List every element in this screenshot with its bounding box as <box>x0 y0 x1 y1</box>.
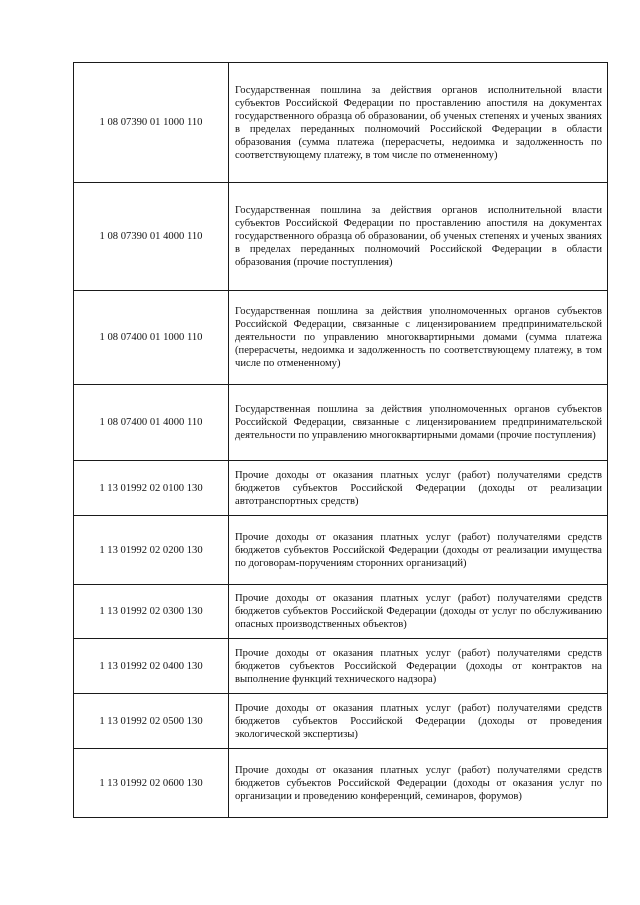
description-text: Государственная пошлина за действия органов исполнительной власти субъектов Российской Федерации по проставлению апостиля на документах государственного образца об образовании, об ученых степенях и ученых званиях в пределах переданных полномочий Российской Федерации в области образования (сумма платежа (перерасчеты, недоимка и задолженность по соответствующему платежу, в том числе по отмененному) <box>235 84 602 161</box>
description-text: Государственная пошлина за действия уполномоченных органов субъектов Российской Федерации, связанные с лицензированием предпринимательской деятельности по управлению многоквартирными домами (сумма платежа (перерасчеты, недоимка и задолженность по соответствующему платежу, в том числе по отмененному) <box>235 306 602 369</box>
description-cell <box>229 461 608 516</box>
description-text: Прочие доходы от оказания платных услуг (работ) получателями средств бюджетов субъектов Российской Федерации (доходы от оказания услуг по организации и проведению конференций, семинаров, форумов) <box>235 764 602 802</box>
table-row <box>74 694 608 749</box>
description-text: Прочие доходы от оказания платных услуг (работ) получателями средств бюджетов субъектов Российской Федерации (доходы от проведения экологической экспертизы) <box>235 702 602 740</box>
description-cell <box>229 639 608 694</box>
table-row <box>74 639 608 694</box>
table-row <box>74 461 608 516</box>
code-cell: 1 08 07400 01 4000 110 <box>74 385 229 461</box>
description-cell <box>229 385 608 461</box>
code-cell: 1 08 07400 01 1000 110 <box>74 291 229 385</box>
table-row <box>74 385 608 461</box>
description-cell <box>229 516 608 585</box>
table-row <box>74 183 608 291</box>
code-cell: 1 13 01992 02 0400 130 <box>74 639 229 694</box>
table-row <box>74 291 608 385</box>
code-cell: 1 13 01992 02 0300 130 <box>74 585 229 639</box>
description-text: Прочие доходы от оказания платных услуг (работ) получателями средств бюджетов субъектов Российской Федерации (доходы от контрактов на выполнение функций технического надзора) <box>235 647 602 685</box>
table-row <box>74 585 608 639</box>
code-cell: 1 08 07390 01 4000 110 <box>74 183 229 291</box>
description-text: Прочие доходы от оказания платных услуг (работ) получателями средств бюджетов субъектов Российской Федерации (доходы от услуг по обслуживанию опасных производственных объектов) <box>235 593 602 630</box>
description-cell <box>229 291 608 385</box>
budget-code-table <box>73 62 608 818</box>
table-row <box>74 749 608 818</box>
description-text: Государственная пошлина за действия органов исполнительной власти субъектов Российской Федерации по проставлению апостиля на документах государственного образца об образовании, об ученых степенях и ученых званиях в пределах переданных полномочий Российской Федерации в области образования (прочие поступления) <box>235 205 602 268</box>
code-cell: 1 13 01992 02 0100 130 <box>74 461 229 516</box>
description-cell <box>229 183 608 291</box>
description-cell <box>229 694 608 749</box>
description-text: Прочие доходы от оказания платных услуг (работ) получателями средств бюджетов субъектов Российской Федерации (доходы от реализации автотранспортных средств) <box>235 469 602 507</box>
code-cell: 1 08 07390 01 1000 110 <box>74 63 229 183</box>
description-text: Государственная пошлина за действия уполномоченных органов субъектов Российской Федерации, связанные с лицензированием предпринимательской деятельности по управлению многоквартирными домами (прочие поступления) <box>235 404 602 441</box>
table-row <box>74 516 608 585</box>
description-cell <box>229 749 608 818</box>
table-row <box>74 63 608 183</box>
code-cell: 1 13 01992 02 0200 130 <box>74 516 229 585</box>
description-text: Прочие доходы от оказания платных услуг (работ) получателями средств бюджетов субъектов Российской Федерации (доходы от реализации имущества по договорам-поручениям сторонних организаций) <box>235 531 602 569</box>
description-cell <box>229 63 608 183</box>
description-cell <box>229 585 608 639</box>
code-cell: 1 13 01992 02 0500 130 <box>74 694 229 749</box>
code-cell: 1 13 01992 02 0600 130 <box>74 749 229 818</box>
